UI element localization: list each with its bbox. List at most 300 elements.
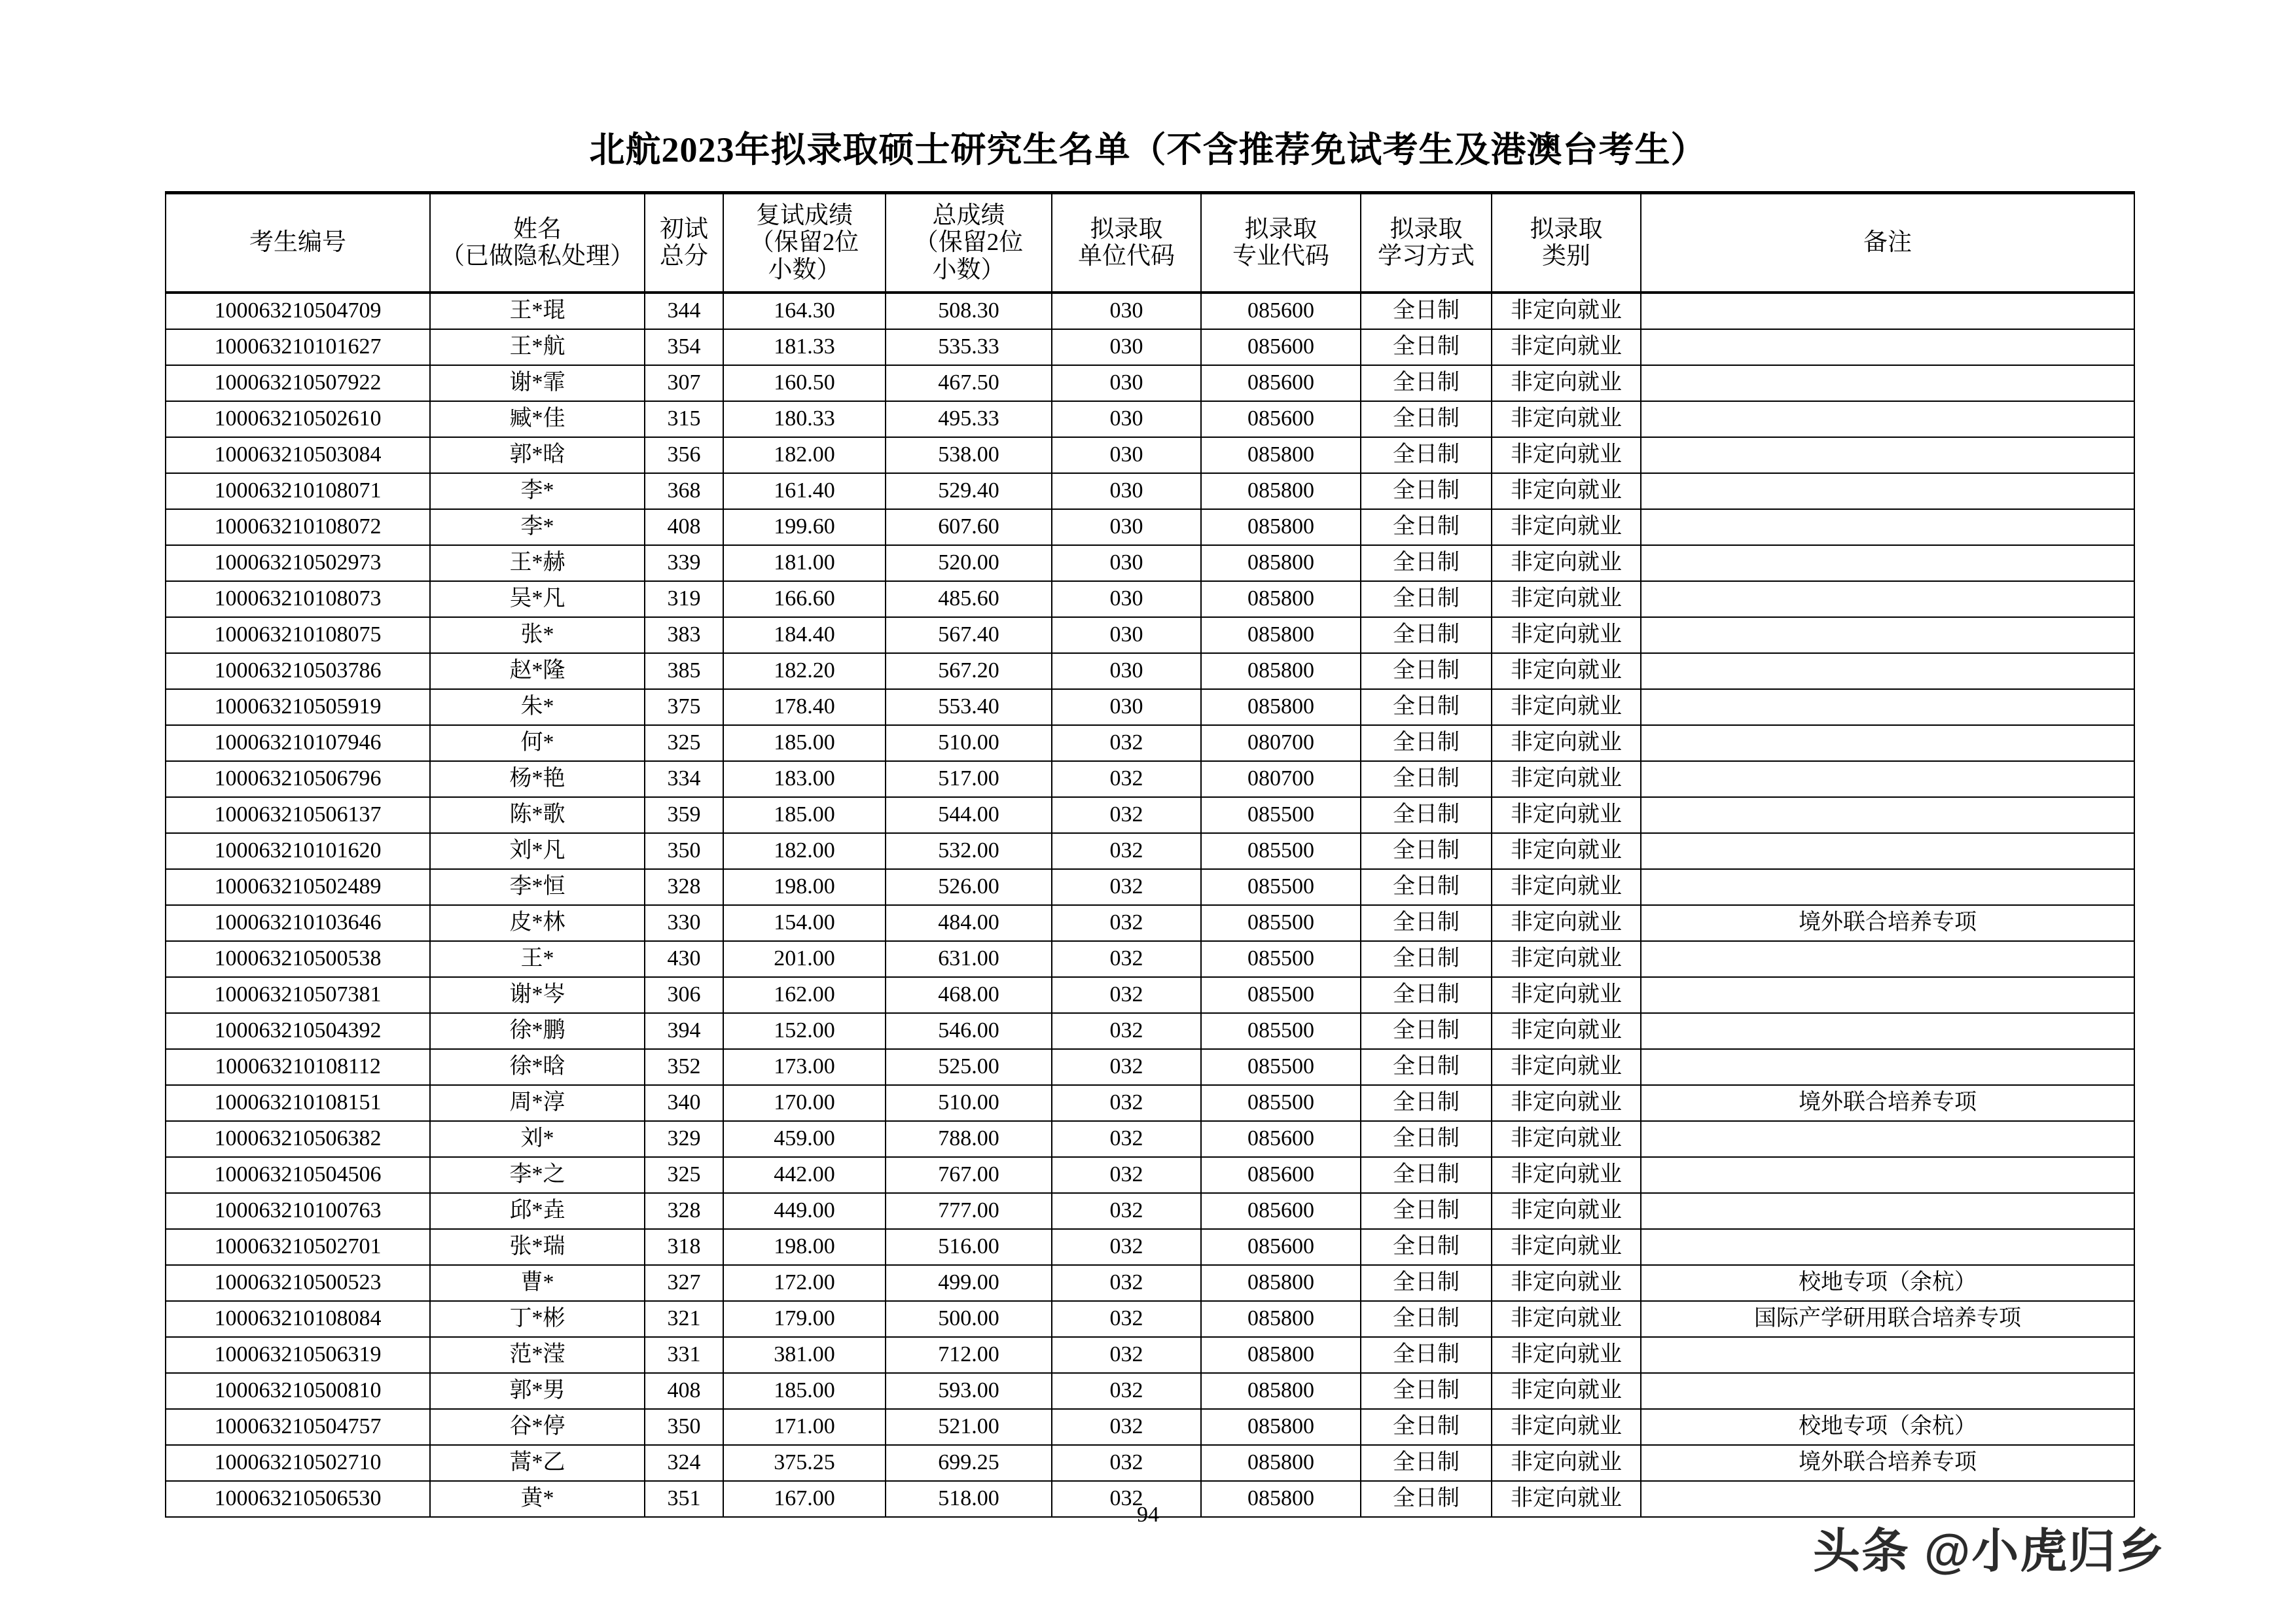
cell-study-mode: 全日制 — [1361, 1481, 1492, 1517]
cell-preliminary-total: 340 — [645, 1085, 723, 1121]
cell-study-mode: 全日制 — [1361, 1409, 1492, 1445]
cell-remark: 校地专项（余杭） — [1641, 1409, 2134, 1445]
table-row — [166, 293, 2134, 329]
cell-preliminary-total: 430 — [645, 941, 723, 977]
table-row — [166, 1049, 2134, 1085]
cell-admission-category: 非定向就业 — [1492, 581, 1641, 617]
cell-preliminary-total: 319 — [645, 581, 723, 617]
cell-study-mode: 全日制 — [1361, 473, 1492, 509]
cell-remark — [1641, 1229, 2134, 1265]
table-row — [166, 797, 2134, 833]
cell-study-mode: 全日制 — [1361, 797, 1492, 833]
cell-remark — [1641, 1049, 2134, 1085]
cell-major-code: 085500 — [1201, 797, 1361, 833]
cell-preliminary-total: 344 — [645, 293, 723, 329]
table-row — [166, 1409, 2134, 1445]
cell-admission-category: 非定向就业 — [1492, 1337, 1641, 1373]
cell-admission-category: 非定向就业 — [1492, 293, 1641, 329]
cell-unit-code: 032 — [1052, 977, 1201, 1013]
cell-candidate-id: 100063210507381 — [166, 977, 430, 1013]
cell-major-code: 085800 — [1201, 473, 1361, 509]
cell-admission-category: 非定向就业 — [1492, 905, 1641, 941]
cell-study-mode: 全日制 — [1361, 653, 1492, 689]
cell-remark — [1641, 509, 2134, 545]
cell-remark — [1641, 653, 2134, 689]
column-header-line: （已做隐私处理） — [440, 243, 634, 270]
cell-study-mode: 全日制 — [1361, 581, 1492, 617]
cell-major-code: 085500 — [1201, 1049, 1361, 1085]
cell-preliminary-total: 394 — [645, 1013, 723, 1049]
cell-candidate-id: 100063210504709 — [166, 293, 430, 329]
cell-unit-code: 032 — [1052, 1157, 1201, 1193]
cell-total-score: 500.00 — [886, 1301, 1052, 1337]
cell-remark — [1641, 761, 2134, 797]
cell-major-code: 085800 — [1201, 1265, 1361, 1301]
cell-admission-category: 非定向就业 — [1492, 617, 1641, 653]
cell-retest-score: 171.00 — [723, 1409, 886, 1445]
cell-total-score: 567.40 — [886, 617, 1052, 653]
cell-retest-score: 182.00 — [723, 437, 886, 473]
cell-retest-score: 166.60 — [723, 581, 886, 617]
cell-preliminary-total: 324 — [645, 1445, 723, 1481]
cell-preliminary-total: 350 — [645, 833, 723, 869]
cell-candidate-id: 100063210500538 — [166, 941, 430, 977]
table-row — [166, 689, 2134, 725]
cell-preliminary-total: 408 — [645, 509, 723, 545]
cell-major-code: 085600 — [1201, 401, 1361, 437]
cell-unit-code: 032 — [1052, 905, 1201, 941]
column-header-preliminary-total — [645, 193, 723, 293]
cell-major-code: 085500 — [1201, 1085, 1361, 1121]
cell-study-mode: 全日制 — [1361, 1193, 1492, 1229]
cell-preliminary-total: 318 — [645, 1229, 723, 1265]
cell-unit-code: 030 — [1052, 293, 1201, 329]
cell-admission-category: 非定向就业 — [1492, 1409, 1641, 1445]
cell-candidate-id: 100063210503084 — [166, 437, 430, 473]
cell-admission-category: 非定向就业 — [1492, 869, 1641, 905]
cell-candidate-name: 李* — [430, 473, 645, 509]
cell-study-mode: 全日制 — [1361, 293, 1492, 329]
cell-admission-category: 非定向就业 — [1492, 1229, 1641, 1265]
cell-unit-code: 030 — [1052, 581, 1201, 617]
cell-study-mode: 全日制 — [1361, 869, 1492, 905]
cell-remark — [1641, 329, 2134, 365]
cell-remark — [1641, 473, 2134, 509]
column-header-line: 总成绩 — [932, 202, 1005, 229]
cell-remark: 境外联合培养专项 — [1641, 905, 2134, 941]
table-row — [166, 401, 2134, 437]
cell-remark — [1641, 869, 2134, 905]
cell-preliminary-total: 307 — [645, 365, 723, 401]
cell-total-score: 788.00 — [886, 1121, 1052, 1157]
cell-candidate-name: 李*之 — [430, 1157, 645, 1193]
table-row — [166, 1337, 2134, 1373]
cell-unit-code: 032 — [1052, 1301, 1201, 1337]
cell-preliminary-total: 327 — [645, 1265, 723, 1301]
cell-remark — [1641, 1121, 2134, 1157]
cell-retest-score: 201.00 — [723, 941, 886, 977]
column-header-line: 学习方式 — [1378, 243, 1475, 270]
cell-unit-code: 032 — [1052, 1013, 1201, 1049]
cell-preliminary-total: 321 — [645, 1301, 723, 1337]
cell-preliminary-total: 329 — [645, 1121, 723, 1157]
cell-total-score: 517.00 — [886, 761, 1052, 797]
table-header — [166, 193, 2134, 293]
cell-candidate-name: 徐*鹏 — [430, 1013, 645, 1049]
cell-candidate-name: 黄* — [430, 1481, 645, 1517]
cell-retest-score: 172.00 — [723, 1265, 886, 1301]
cell-retest-score: 199.60 — [723, 509, 886, 545]
cell-candidate-id: 100063210504757 — [166, 1409, 430, 1445]
cell-candidate-name: 朱* — [430, 689, 645, 725]
cell-admission-category: 非定向就业 — [1492, 365, 1641, 401]
column-header-line: 专业代码 — [1232, 243, 1329, 270]
cell-study-mode: 全日制 — [1361, 941, 1492, 977]
column-header-line: （保留2位 — [914, 229, 1024, 257]
cell-candidate-name: 皮*林 — [430, 905, 645, 941]
table-row — [166, 725, 2134, 761]
cell-candidate-name: 王*赫 — [430, 545, 645, 581]
cell-admission-category: 非定向就业 — [1492, 833, 1641, 869]
column-header-line: 拟录取 — [1530, 215, 1603, 243]
column-header-line: 单位代码 — [1078, 243, 1175, 270]
cell-total-score: 767.00 — [886, 1157, 1052, 1193]
cell-candidate-name: 王* — [430, 941, 645, 977]
table-row — [166, 1013, 2134, 1049]
cell-study-mode: 全日制 — [1361, 977, 1492, 1013]
cell-preliminary-total: 306 — [645, 977, 723, 1013]
cell-candidate-id: 100063210504506 — [166, 1157, 430, 1193]
cell-admission-category: 非定向就业 — [1492, 977, 1641, 1013]
cell-candidate-id: 100063210108112 — [166, 1049, 430, 1085]
cell-total-score: 699.25 — [886, 1445, 1052, 1481]
cell-total-score: 607.60 — [886, 509, 1052, 545]
cell-candidate-name: 谢*霏 — [430, 365, 645, 401]
cell-candidate-id: 100063210502489 — [166, 869, 430, 905]
table-row — [166, 833, 2134, 869]
cell-total-score: 516.00 — [886, 1229, 1052, 1265]
cell-unit-code: 032 — [1052, 1373, 1201, 1409]
cell-preliminary-total: 359 — [645, 797, 723, 833]
column-header-study-mode — [1361, 193, 1492, 293]
cell-candidate-id: 100063210504392 — [166, 1013, 430, 1049]
cell-remark — [1641, 689, 2134, 725]
cell-candidate-name: 刘*凡 — [430, 833, 645, 869]
cell-candidate-id: 100063210100763 — [166, 1193, 430, 1229]
cell-admission-category: 非定向就业 — [1492, 797, 1641, 833]
cell-remark — [1641, 401, 2134, 437]
cell-admission-category: 非定向就业 — [1492, 1157, 1641, 1193]
cell-admission-category: 非定向就业 — [1492, 1373, 1641, 1409]
cell-candidate-id: 100063210108084 — [166, 1301, 430, 1337]
cell-candidate-id: 100063210506382 — [166, 1121, 430, 1157]
cell-total-score: 546.00 — [886, 1013, 1052, 1049]
cell-admission-category: 非定向就业 — [1492, 1049, 1641, 1085]
cell-major-code: 085800 — [1201, 1301, 1361, 1337]
cell-retest-score: 162.00 — [723, 977, 886, 1013]
cell-candidate-id: 100063210500523 — [166, 1265, 430, 1301]
cell-total-score: 518.00 — [886, 1481, 1052, 1517]
table-row — [166, 653, 2134, 689]
cell-study-mode: 全日制 — [1361, 365, 1492, 401]
column-header-line: 拟录取 — [1244, 215, 1318, 243]
cell-retest-score: 459.00 — [723, 1121, 886, 1157]
cell-major-code: 085800 — [1201, 545, 1361, 581]
cell-unit-code: 030 — [1052, 545, 1201, 581]
column-header-line: 初试 — [660, 215, 708, 243]
table-row — [166, 1229, 2134, 1265]
cell-retest-score: 160.50 — [723, 365, 886, 401]
cell-retest-score: 198.00 — [723, 1229, 886, 1265]
cell-preliminary-total: 356 — [645, 437, 723, 473]
cell-study-mode: 全日制 — [1361, 1085, 1492, 1121]
cell-remark: 境外联合培养专项 — [1641, 1085, 2134, 1121]
table-header-row — [166, 193, 2134, 293]
column-header-line: 考生编号 — [249, 229, 346, 257]
cell-major-code: 085500 — [1201, 941, 1361, 977]
cell-major-code: 085800 — [1201, 1373, 1361, 1409]
cell-preliminary-total: 354 — [645, 329, 723, 365]
cell-admission-category: 非定向就业 — [1492, 509, 1641, 545]
cell-study-mode: 全日制 — [1361, 1373, 1492, 1409]
cell-preliminary-total: 331 — [645, 1337, 723, 1373]
cell-remark — [1641, 581, 2134, 617]
cell-candidate-name: 杨*艳 — [430, 761, 645, 797]
cell-retest-score: 170.00 — [723, 1085, 886, 1121]
cell-major-code: 085500 — [1201, 869, 1361, 905]
cell-candidate-id: 100063210502973 — [166, 545, 430, 581]
cell-study-mode: 全日制 — [1361, 545, 1492, 581]
cell-preliminary-total: 334 — [645, 761, 723, 797]
column-header-line: 总分 — [660, 243, 708, 270]
cell-candidate-id: 100063210108075 — [166, 617, 430, 653]
cell-candidate-id: 100063210502610 — [166, 401, 430, 437]
table-row — [166, 365, 2134, 401]
cell-total-score: 712.00 — [886, 1337, 1052, 1373]
cell-total-score: 532.00 — [886, 833, 1052, 869]
cell-total-score: 520.00 — [886, 545, 1052, 581]
cell-preliminary-total: 339 — [645, 545, 723, 581]
table-row — [166, 437, 2134, 473]
cell-unit-code: 030 — [1052, 617, 1201, 653]
table-row — [166, 1157, 2134, 1193]
page-title: 北航2023年拟录取硕士研究生名单（不含推荐免试考生及港澳台考生） — [589, 130, 1707, 169]
cell-remark — [1641, 1157, 2134, 1193]
cell-major-code: 085800 — [1201, 1409, 1361, 1445]
column-header-line: 类别 — [1542, 243, 1590, 270]
cell-retest-score: 152.00 — [723, 1013, 886, 1049]
cell-major-code: 085600 — [1201, 293, 1361, 329]
cell-candidate-name: 范*滢 — [430, 1337, 645, 1373]
cell-admission-category: 非定向就业 — [1492, 1013, 1641, 1049]
cell-major-code: 085500 — [1201, 833, 1361, 869]
cell-candidate-name: 郭*男 — [430, 1373, 645, 1409]
cell-major-code: 085800 — [1201, 581, 1361, 617]
cell-unit-code: 032 — [1052, 1445, 1201, 1481]
cell-total-score: 510.00 — [886, 725, 1052, 761]
cell-candidate-name: 臧*佳 — [430, 401, 645, 437]
cell-candidate-id: 100063210505919 — [166, 689, 430, 725]
cell-admission-category: 非定向就业 — [1492, 1481, 1641, 1517]
cell-total-score: 485.60 — [886, 581, 1052, 617]
table-row — [166, 509, 2134, 545]
table-row — [166, 473, 2134, 509]
roster-table-container — [165, 191, 2134, 1518]
cell-admission-category: 非定向就业 — [1492, 1121, 1641, 1157]
cell-candidate-name: 吴*凡 — [430, 581, 645, 617]
table-row — [166, 1193, 2134, 1229]
cell-total-score: 484.00 — [886, 905, 1052, 941]
cell-total-score: 508.30 — [886, 293, 1052, 329]
cell-candidate-name: 邱*垚 — [430, 1193, 645, 1229]
cell-study-mode: 全日制 — [1361, 1229, 1492, 1265]
cell-total-score: 593.00 — [886, 1373, 1052, 1409]
cell-preliminary-total: 383 — [645, 617, 723, 653]
cell-admission-category: 非定向就业 — [1492, 725, 1641, 761]
column-header-line: 拟录取 — [1090, 215, 1163, 243]
admission-roster-table — [165, 191, 2135, 1518]
cell-admission-category: 非定向就业 — [1492, 653, 1641, 689]
cell-total-score: 535.33 — [886, 329, 1052, 365]
cell-candidate-id: 100063210107946 — [166, 725, 430, 761]
cell-unit-code: 030 — [1052, 329, 1201, 365]
cell-preliminary-total: 328 — [645, 1193, 723, 1229]
table-row — [166, 977, 2134, 1013]
cell-candidate-id: 100063210101627 — [166, 329, 430, 365]
cell-admission-category: 非定向就业 — [1492, 545, 1641, 581]
cell-preliminary-total: 330 — [645, 905, 723, 941]
cell-unit-code: 032 — [1052, 1337, 1201, 1373]
cell-study-mode: 全日制 — [1361, 1121, 1492, 1157]
cell-remark — [1641, 617, 2134, 653]
cell-retest-score: 161.40 — [723, 473, 886, 509]
cell-study-mode: 全日制 — [1361, 617, 1492, 653]
cell-major-code: 085800 — [1201, 1481, 1361, 1517]
cell-admission-category: 非定向就业 — [1492, 1193, 1641, 1229]
table-body — [166, 293, 2134, 1517]
cell-candidate-id: 100063210108071 — [166, 473, 430, 509]
cell-remark: 校地专项（余杭） — [1641, 1265, 2134, 1301]
table-row — [166, 617, 2134, 653]
cell-remark — [1641, 977, 2134, 1013]
cell-study-mode: 全日制 — [1361, 725, 1492, 761]
cell-remark — [1641, 1193, 2134, 1229]
cell-candidate-id: 100063210506319 — [166, 1337, 430, 1373]
cell-admission-category: 非定向就业 — [1492, 1301, 1641, 1337]
cell-major-code: 085800 — [1201, 1445, 1361, 1481]
cell-retest-score: 154.00 — [723, 905, 886, 941]
cell-major-code: 085500 — [1201, 977, 1361, 1013]
cell-retest-score: 184.40 — [723, 617, 886, 653]
cell-study-mode: 全日制 — [1361, 509, 1492, 545]
table-row — [166, 1085, 2134, 1121]
cell-candidate-id: 100063210500810 — [166, 1373, 430, 1409]
cell-admission-category: 非定向就业 — [1492, 473, 1641, 509]
cell-retest-score: 181.00 — [723, 545, 886, 581]
cell-candidate-name: 李*恒 — [430, 869, 645, 905]
cell-major-code: 085600 — [1201, 1229, 1361, 1265]
table-row — [166, 1301, 2134, 1337]
cell-unit-code: 032 — [1052, 725, 1201, 761]
table-row — [166, 1121, 2134, 1157]
cell-remark — [1641, 941, 2134, 977]
cell-total-score: 499.00 — [886, 1265, 1052, 1301]
cell-retest-score: 442.00 — [723, 1157, 886, 1193]
cell-total-score: 567.20 — [886, 653, 1052, 689]
cell-retest-score: 182.00 — [723, 833, 886, 869]
table-row — [166, 545, 2134, 581]
cell-retest-score: 381.00 — [723, 1337, 886, 1373]
cell-unit-code: 032 — [1052, 1049, 1201, 1085]
cell-candidate-name: 王*航 — [430, 329, 645, 365]
cell-major-code: 085800 — [1201, 509, 1361, 545]
cell-candidate-id: 100063210502701 — [166, 1229, 430, 1265]
cell-retest-score: 179.00 — [723, 1301, 886, 1337]
cell-candidate-name: 谷*停 — [430, 1409, 645, 1445]
column-header-admission-category — [1492, 193, 1641, 293]
cell-retest-score: 375.25 — [723, 1445, 886, 1481]
table-row — [166, 1445, 2134, 1481]
table-row — [166, 761, 2134, 797]
cell-retest-score: 182.20 — [723, 653, 886, 689]
cell-remark — [1641, 1013, 2134, 1049]
cell-unit-code: 032 — [1052, 1085, 1201, 1121]
cell-retest-score: 167.00 — [723, 1481, 886, 1517]
cell-candidate-name: 曹* — [430, 1265, 645, 1301]
cell-admission-category: 非定向就业 — [1492, 329, 1641, 365]
cell-major-code: 085800 — [1201, 1337, 1361, 1373]
table-row — [166, 581, 2134, 617]
cell-remark — [1641, 437, 2134, 473]
cell-total-score: 525.00 — [886, 1049, 1052, 1085]
cell-admission-category: 非定向就业 — [1492, 1445, 1641, 1481]
cell-major-code: 085800 — [1201, 689, 1361, 725]
watermark: 头条 @小虎归乡 — [1813, 1525, 2166, 1578]
cell-total-score: 510.00 — [886, 1085, 1052, 1121]
cell-candidate-id: 100063210108151 — [166, 1085, 430, 1121]
column-header-line: 拟录取 — [1390, 215, 1463, 243]
column-header-candidate-id — [166, 193, 430, 293]
cell-candidate-name: 张*瑞 — [430, 1229, 645, 1265]
cell-unit-code: 032 — [1052, 1229, 1201, 1265]
cell-unit-code: 032 — [1052, 761, 1201, 797]
cell-unit-code: 030 — [1052, 365, 1201, 401]
cell-unit-code: 032 — [1052, 941, 1201, 977]
cell-major-code: 085800 — [1201, 617, 1361, 653]
cell-total-score: 521.00 — [886, 1409, 1052, 1445]
cell-admission-category: 非定向就业 — [1492, 401, 1641, 437]
cell-candidate-name: 赵*隆 — [430, 653, 645, 689]
cell-major-code: 085600 — [1201, 329, 1361, 365]
cell-major-code: 080700 — [1201, 761, 1361, 797]
cell-study-mode: 全日制 — [1361, 437, 1492, 473]
cell-study-mode: 全日制 — [1361, 1013, 1492, 1049]
cell-admission-category: 非定向就业 — [1492, 761, 1641, 797]
cell-candidate-id: 100063210506137 — [166, 797, 430, 833]
cell-candidate-name: 李* — [430, 509, 645, 545]
cell-unit-code: 030 — [1052, 401, 1201, 437]
cell-total-score: 526.00 — [886, 869, 1052, 905]
cell-remark — [1641, 365, 2134, 401]
cell-candidate-id: 100063210101620 — [166, 833, 430, 869]
cell-remark — [1641, 1373, 2134, 1409]
cell-major-code: 085600 — [1201, 1193, 1361, 1229]
cell-study-mode: 全日制 — [1361, 1445, 1492, 1481]
cell-candidate-name: 陈*歌 — [430, 797, 645, 833]
cell-study-mode: 全日制 — [1361, 401, 1492, 437]
cell-admission-category: 非定向就业 — [1492, 1085, 1641, 1121]
cell-admission-category: 非定向就业 — [1492, 689, 1641, 725]
